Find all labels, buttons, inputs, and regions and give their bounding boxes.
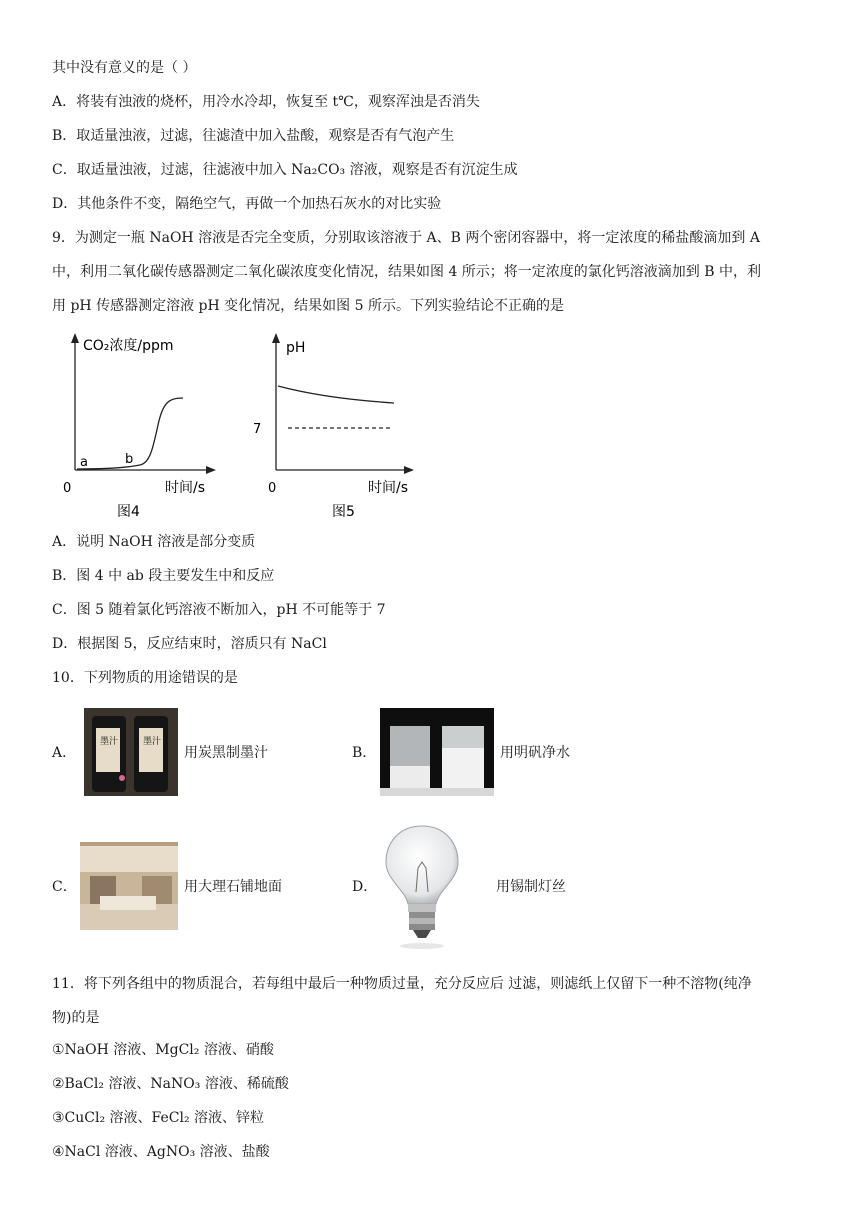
beakers-image [380, 708, 494, 796]
light-bulb-image [382, 822, 462, 950]
q11-stem-line2: 物)的是 [52, 1010, 100, 1026]
fig4-origin: 0 [63, 481, 72, 496]
q9-option-a: A．说明 NaOH 溶液是部分变质 [52, 534, 256, 550]
q10-a-label: A． [52, 745, 77, 761]
q10-stem: 10．下列物质的用途错误的是 [52, 670, 238, 686]
ink-bottles-image [84, 708, 178, 796]
fig4-xlabel: 时间/s [165, 480, 206, 496]
fig5-origin: 0 [268, 481, 277, 496]
q9-option-d: D．根据图 5，反应结束时，溶质只有 NaCl [52, 636, 327, 652]
fig5-caption: 图5 [332, 504, 355, 520]
q10-a-text: 用炭黑制墨汁 [184, 745, 268, 761]
q11-item-2: ②BaCl₂ 溶液、NaNO₃ 溶液、稀硫酸 [52, 1076, 289, 1092]
q10-d-text: 用锡制灯丝 [496, 879, 566, 895]
q8-option-d: D．其他条件不变，隔绝空气，再做一个加热石灰水的对比实验 [52, 196, 442, 212]
fig5-ylabel: pH [286, 340, 306, 356]
fig4-point-a: a [80, 455, 88, 470]
q11-item-3: ③CuCl₂ 溶液、FeCl₂ 溶液、锌粒 [52, 1110, 265, 1126]
fig4-ylabel: CO₂浓度/ppm [83, 338, 174, 354]
marble-floor-room-image [80, 842, 178, 930]
q8-option-c: C．取适量浊液，过滤，往滤液中加入 Na₂CO₃ 溶液，观察是否有沉淀生成 [52, 162, 518, 178]
q10-b-text: 用明矾净水 [500, 745, 570, 761]
q10-d-label: D． [352, 879, 378, 895]
q8-option-b: B．取适量浊液，过滤，往滤渣中加入盐酸，观察是否有气泡产生 [52, 128, 455, 144]
ink-label-left: 墨汁 [100, 737, 119, 747]
fig5-ref-7: 7 [253, 422, 262, 437]
q8-tail: 其中没有意义的是（ ） [52, 60, 197, 76]
q10-c-label: C． [52, 879, 77, 895]
fig4-caption: 图4 [117, 504, 140, 520]
q10-b-label: B． [352, 745, 377, 761]
q11-item-1: ①NaOH 溶液、MgCl₂ 溶液、硝酸 [52, 1042, 274, 1058]
q9-option-b: B．图 4 中 ab 段主要发生中和反应 [52, 568, 275, 584]
q10-c-text: 用大理石铺地面 [184, 879, 282, 895]
figure-5 [248, 330, 423, 525]
figure-4 [55, 330, 225, 525]
fig5-xlabel: 时间/s [368, 480, 409, 496]
q9-stem-line3: 用 pH 传感器测定溶液 pH 变化情况，结果如图 5 所示。下列实验结论不正确的是 [52, 298, 564, 314]
q11-stem-line1: 11．将下列各组中的物质混合，若每组中最后一种物质过量，充分反应后 过滤，则滤纸上仅留下一种不溶物(纯净 [52, 976, 752, 992]
fig4-point-b: b [125, 452, 134, 467]
q9-stem-line1: 9．为测定一瓶 NaOH 溶液是否完全变质，分别取该溶液于 A、B 两个密闭容器中，将一定浓度的稀盐酸滴加到 A [52, 230, 760, 246]
ink-label-right: 墨汁 [143, 737, 162, 747]
q9-stem-line2: 中，利用二氧化碳传感器测定二氧化碳浓度变化情况，结果如图 4 所示；将一定浓度的氯化钙溶液滴加到 B 中，利 [52, 264, 761, 280]
q9-option-c: C．图 5 随着氯化钙溶液不断加入，pH 不可能等于 7 [52, 602, 386, 618]
q8-option-a: A．将装有浊液的烧杯，用冷水冷却，恢复至 t℃，观察浑浊是否消失 [52, 94, 480, 110]
q11-item-4: ④NaCl 溶液、AgNO₃ 溶液、盐酸 [52, 1144, 270, 1160]
